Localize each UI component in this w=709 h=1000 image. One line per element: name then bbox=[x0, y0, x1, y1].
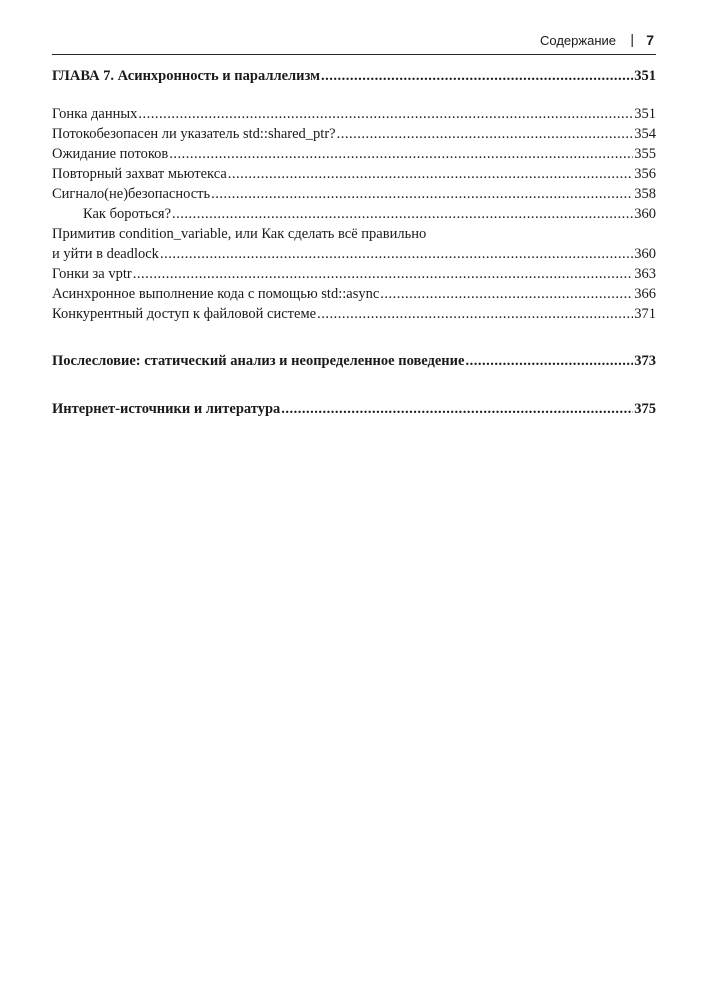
dot-leader bbox=[138, 104, 633, 124]
toc-entry bbox=[52, 104, 656, 124]
page-number: 7 bbox=[646, 32, 654, 48]
toc-entry-page: 351 bbox=[634, 106, 656, 122]
toc-entry bbox=[52, 264, 656, 284]
toc-entry bbox=[52, 184, 656, 204]
spacer bbox=[52, 324, 656, 351]
toc-entry-page: 351 bbox=[634, 68, 656, 84]
dot-leader bbox=[337, 124, 634, 144]
toc-chapter-7 bbox=[52, 66, 656, 86]
dot-leader bbox=[228, 164, 633, 184]
running-header-title: Содержание bbox=[540, 33, 616, 48]
toc-entry-title: Как бороться? bbox=[83, 206, 172, 222]
toc-entry bbox=[52, 284, 656, 304]
toc-entry-page: 356 bbox=[634, 166, 656, 182]
dot-leader bbox=[160, 244, 633, 264]
dot-leader bbox=[169, 144, 633, 164]
toc-entry-page: 354 bbox=[634, 126, 656, 142]
toc-entry-page: 358 bbox=[634, 186, 656, 202]
toc-entry-title: Послесловие: статический анализ и неопределенное поведение bbox=[52, 353, 465, 369]
dot-leader bbox=[317, 304, 633, 324]
toc-entry-title: Повторный захват мьютекса bbox=[52, 166, 227, 182]
dot-leader bbox=[321, 66, 633, 86]
toc-entry-page: 371 bbox=[634, 306, 656, 322]
running-header bbox=[52, 32, 656, 55]
toc-entry-title: ГЛАВА 7. Асинхронность и параллелизм bbox=[52, 68, 321, 84]
dot-leader bbox=[133, 264, 634, 284]
toc-entry-line2 bbox=[52, 244, 656, 264]
toc-subentry bbox=[52, 204, 656, 224]
toc-entry-page: 373 bbox=[634, 353, 656, 369]
toc-entry-page: 363 bbox=[634, 266, 656, 282]
toc-references bbox=[52, 399, 656, 419]
toc-entry bbox=[52, 304, 656, 324]
dot-leader bbox=[465, 351, 633, 371]
toc-entry-page: 360 bbox=[634, 206, 656, 222]
table-of-contents bbox=[52, 66, 656, 419]
toc-entry-title: Потокобезопасен ли указатель std::shared_ptr? bbox=[52, 126, 336, 142]
dot-leader bbox=[172, 204, 633, 224]
dot-leader bbox=[380, 284, 633, 304]
toc-entry-title: Конкурентный доступ к файловой системе bbox=[52, 306, 317, 322]
toc-entry-title: Интернет-источники и литература bbox=[52, 401, 281, 417]
toc-entry-page: 355 bbox=[634, 146, 656, 162]
toc-entry bbox=[52, 164, 656, 184]
toc-entry-title: Ожидание потоков bbox=[52, 146, 169, 162]
toc-entry-page: 366 bbox=[634, 286, 656, 302]
toc-entry-page: 360 bbox=[634, 246, 656, 262]
dot-leader bbox=[211, 184, 633, 204]
toc-entry bbox=[52, 144, 656, 164]
dot-leader bbox=[281, 399, 633, 419]
toc-entry-title: Гонки за vptr bbox=[52, 266, 132, 282]
toc-entry bbox=[52, 124, 656, 144]
toc-entry-title: Асинхронное выполнение кода с помощью std::async bbox=[52, 286, 380, 302]
toc-afterword bbox=[52, 351, 656, 371]
toc-entry-title: и уйти в deadlock bbox=[52, 246, 159, 262]
spacer bbox=[52, 371, 656, 399]
toc-entry-page: 375 bbox=[634, 401, 656, 417]
toc-entry-title: Примитив condition_variable, или Как сделать всё правильно bbox=[52, 226, 427, 242]
running-header-separator: | bbox=[630, 31, 634, 47]
toc-entry-title: Гонка данных bbox=[52, 106, 138, 122]
toc-entry-line1 bbox=[52, 224, 656, 244]
toc-entry-title: Сигнало(не)безопасность bbox=[52, 186, 211, 202]
